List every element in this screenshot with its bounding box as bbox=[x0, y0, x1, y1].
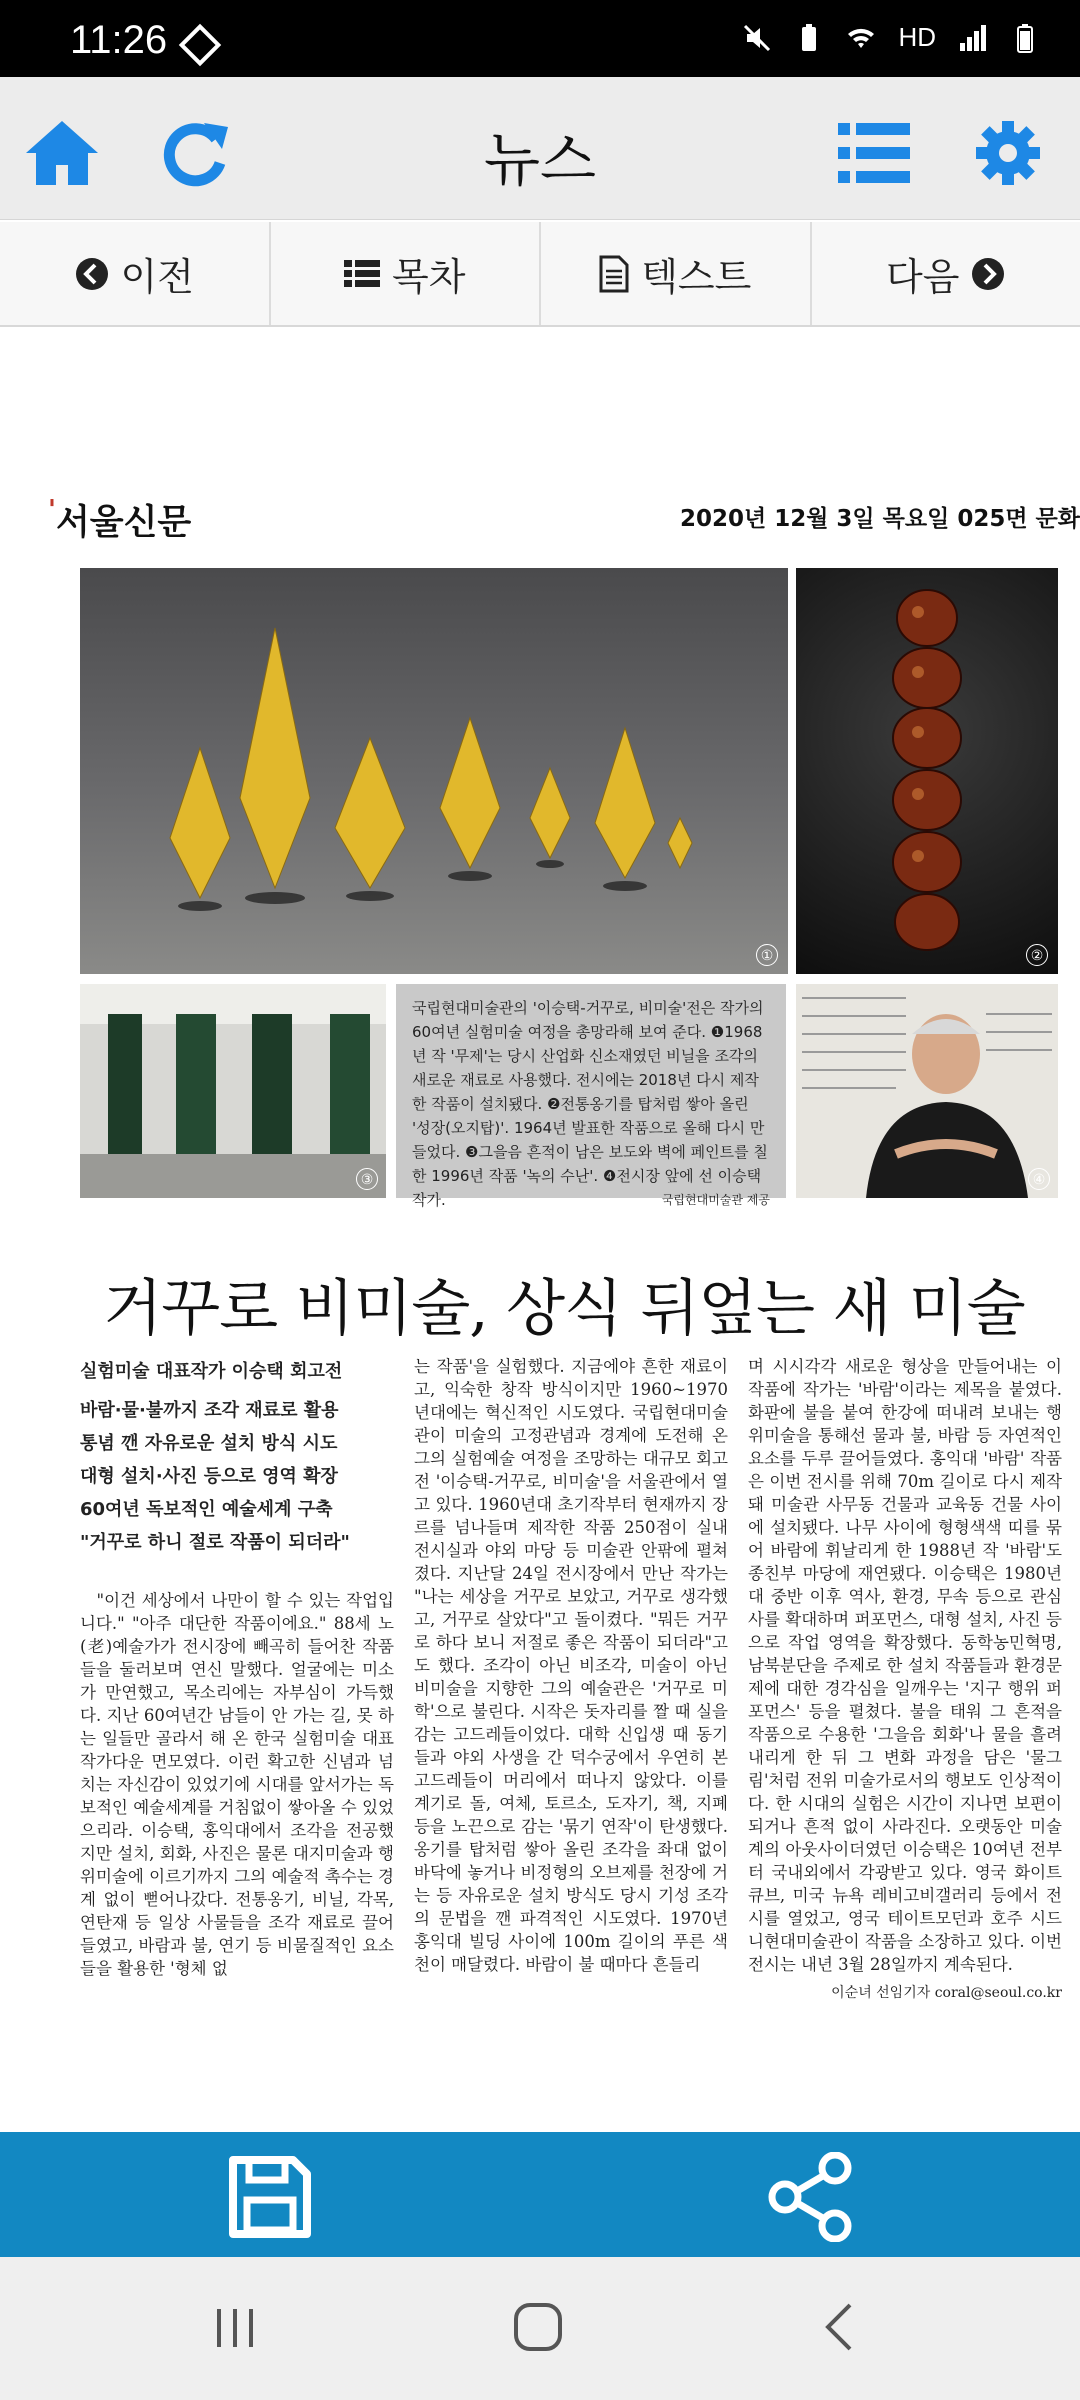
photo-onggi-tower bbox=[796, 568, 1058, 974]
publisher-logo: '서울신문 bbox=[48, 495, 192, 543]
subhead: 대형 설치·사진 등으로 영역 확장 bbox=[80, 1466, 338, 1487]
article-body: 는 작품'을 실험했다. 지금에야 흔한 재료이고, 익숙한 창작 방식이지만 1960~1970년대에는 혁신적인 시도였다. 국립현대미술관이 미술의 고정관념과 경계에 도전해 온 그의 실험예술 여정을 조망하는 대규모 회고전 '이승택-거꾸로, 비미술'을 서울관에서 열고 있다. 1960년대 초기작부터 현재까지 장르를 넘나들며 제작한 작품 250점이 실내 전시실과 야외 마당 등 미술관 안팎에 펼쳐졌다. 지난달 24일 전시장에서 만난 작가는 "나는 세상을 거꾸로 보았고, 거꾸로 생각했고, 거꾸로 살았다"고 돌이켰다. "뭐든 거꾸로 하다 보니 저절로 좋은 작품이 되더라"고도 했다. 조각이 아닌 비조각, 미술이 아닌 비미술을 지향한 그의 예술관은 '거꾸로 미학'으로 불린다. 시작은 돗자리를 짤 때 실을 감는 고드레들이었다. 대학 신입생 때 동기들과 야외 사생을 간 덕수궁에서 우연히 본 고드레들이 머리에서 떠나지 않았다. 이를 계기로 돌, 여체, 토르소, 도자기, 책, 지폐 등을 노끈으로 감는 '묶기 연작'이 탄생했다. 옹기를 탑처럼 쌓아 올린 조각을 좌대 없이 바닥에 놓거나 비정형의 오브제를 천장에 거는 등 자유로운 설치 방식도 당시 기성 조각의 문법을 깬 파격적인 시도였다. 1970년 홍익대 빌딩 사이에 100m 길이의 푸른 색 천이 매달렸다. 바람이 불 때마다 흔들리 bbox=[414, 1357, 728, 1974]
article-body: "이건 세상에서 나만이 할 수 있는 작업입니다." "아주 대단한 작품이에요." 88세 노(老)예술가가 전시장에 빼곡히 들어찬 작품들을 둘러보며 연신 말했다. 얼굴에는 미소가 만연했고, 목소리에는 자부심이 가득했다. 지난 60여년간 남들이 안 가는 길, 못 하는 일들만 골라서 해 온 한국 실험미술 대표 작가다운 면모였다. 이런 확고한 신념과 넘치는 자신감이 있었기에 시대를 앞서가는 독보적인 예술세계를 거침없이 쌓아올 수 있었으리라. 이승택, 홍익대에서 조각을 전공했지만 설치, 회화, 사진은 물론 대지미술과 행위미술에 이르기까지 그의 예술적 촉수는 경계 없이 뻗어나갔다. 전통옹기, 비닐, 각목, 연탄재 등 일상 사물들을 조각 재료로 끌어들였고, 바람과 불, 연기 등 비물질적인 요소들을 활용한 '형체 없 bbox=[80, 1591, 394, 1978]
byline: 이순녀 선임기자 coral@seoul.co.kr bbox=[831, 1985, 1062, 2001]
photo-number-3: ③ bbox=[356, 1168, 378, 1190]
article-column-3 bbox=[748, 1355, 1062, 2005]
photo-wall-installation bbox=[80, 984, 386, 1198]
subhead: 60여년 독보적인 예술세계 구축 bbox=[80, 1499, 333, 1520]
next-button[interactable] bbox=[812, 222, 1080, 325]
article-column-1 bbox=[80, 1355, 394, 1980]
recent-apps-icon[interactable] bbox=[205, 2297, 265, 2357]
text-button[interactable] bbox=[541, 222, 812, 325]
newspaper-page bbox=[48, 495, 1080, 2085]
installation-image bbox=[80, 984, 386, 1198]
article-headline: 거꾸로 비미술, 상식 뒤엎는 새 미술 bbox=[103, 1273, 1025, 1344]
photo-number-2: ② bbox=[1026, 944, 1048, 966]
back-icon[interactable] bbox=[810, 2297, 870, 2357]
text-label: 텍스트 bbox=[641, 255, 752, 299]
list-icon[interactable] bbox=[836, 117, 912, 189]
subhead: 실험미술 대표작가 이승택 회고전 bbox=[80, 1361, 343, 1382]
prev-label: 이전 bbox=[120, 255, 194, 299]
app-header bbox=[0, 77, 1080, 220]
arrow-left-circle-icon bbox=[75, 257, 109, 291]
system-navigation-bar bbox=[0, 2257, 1080, 2400]
share-icon[interactable] bbox=[765, 2152, 855, 2242]
status-time: 11:26 bbox=[70, 18, 168, 62]
toc-button[interactable] bbox=[271, 222, 542, 325]
list-icon bbox=[344, 259, 380, 289]
home-nav-icon[interactable] bbox=[508, 2297, 568, 2357]
save-icon[interactable] bbox=[225, 2152, 315, 2242]
data-saver-icon bbox=[179, 24, 221, 66]
subhead: 통념 깬 자유로운 설치 방식 시도 bbox=[80, 1433, 338, 1454]
article-body: 며 시시각각 새로운 형상을 만들어내는 이 작품에 작가는 '바람'이라는 제목을 붙였다. 화판에 불을 붙여 한강에 떠내려 보내는 행위미술을 통해선 물과 불, 바람 등 자연적인 요소를 두루 끌어들였다. 홍익대 '바람' 작품은 이번 전시를 위해 70m 길이로 다시 제작돼 미술관 사무동 건물과 교육동 건물 사이에 설치됐다. 나무 사이에 형형색색 띠를 묶어 바람에 휘날리게 한 1988년 작 '바람'도 종친부 마당에 재연됐다. 이승택은 1980년대 중반 이후 역사, 환경, 무속 등으로 관심사를 확대하며 퍼포먼스, 대형 설치, 사진 등으로 작업 영역을 확장했다. 동학농민혁명, 남북분단을 주제로 한 설치 작품들과 환경문제에 대한 경각심을 일깨우는 '지구 행위 퍼포먼스' 등을 펼쳤다. 불을 태워 그 흔적을 작품으로 수용한 '그을음 회화'나 물을 흘려 내리게 한 뒤 그 변화 과정을 담은 '물그림'처럼 전위 미술가로서의 행보도 인상적이다. 한 시대의 실험은 시간이 지나면 보편이 되거나 흔적 없이 사라진다. 오랫동안 미술계의 아웃사이더였던 이승택은 10여년 전부터 국내외에서 각광받고 있다. 영국 화이트큐브, 미국 뉴욕 레비고비갤러리 등에서 전시를 열었고, 영국 테이트모던과 호주 시드니현대미술관이 작품을 소장하고 있다. 이번 전시는 내년 3월 28일까지 계속된다. bbox=[748, 1357, 1062, 1974]
arrow-right-circle-icon bbox=[971, 257, 1005, 291]
onggi-tower-image bbox=[796, 568, 1058, 974]
subhead: "거꾸로 하니 절로 작품이 되더라" bbox=[80, 1532, 350, 1553]
next-label: 다음 bbox=[886, 255, 960, 299]
status-bar bbox=[0, 0, 1080, 77]
artist-portrait-image bbox=[796, 984, 1058, 1198]
photo-caption bbox=[396, 984, 786, 1209]
photo-artist-portrait bbox=[796, 984, 1058, 1198]
photo-number-1: ① bbox=[756, 944, 778, 966]
article-column-2 bbox=[414, 1355, 728, 1976]
photo-number-4: ④ bbox=[1028, 1168, 1050, 1190]
gear-icon[interactable] bbox=[970, 117, 1046, 189]
status-icons bbox=[742, 22, 1040, 53]
caption-credit: 국립현대미술관 제공 bbox=[661, 1193, 770, 1207]
wifi-icon bbox=[846, 23, 876, 53]
battery-icon bbox=[1010, 23, 1040, 53]
mute-icon bbox=[742, 23, 772, 53]
toc-label: 목차 bbox=[392, 255, 466, 299]
page-title: 뉴스 bbox=[483, 126, 597, 194]
battery-saver-icon bbox=[794, 23, 824, 53]
dateline: 2020년 12월 3일 목요일 025면 문화 bbox=[679, 506, 1080, 532]
photo-sculptures bbox=[80, 568, 788, 974]
hd-voice-label: HD bbox=[898, 22, 936, 52]
subhead: 바람·물·불까지 조각 재료로 활용 bbox=[80, 1400, 339, 1421]
action-bar bbox=[0, 2132, 1080, 2257]
yellow-sculpture-image bbox=[80, 568, 788, 974]
document-icon bbox=[599, 255, 629, 293]
caption-text: 국립현대미술관의 '이승택-거꾸로, 비미술'전은 작가의 60여년 실험미술 여정을 총망라해 보여 준다. ❶1968년 작 '무제'는 당시 산업화 신소재였던 비닐을 조각의 새로운 재료로 사용했다. 전시에는 2018년 다시 제작한 작품이 설치됐다. ❷전통옹기를 탑처럼 쌓아 올린 '성장(오지탑)'. 1964년 발표한 작품으로 올해 다시 만들었다. ❸그을음 흔적이 남은 보도와 벽에 페인트를 칠한 1996년 작품 '녹의 수난'. ❹전시장 앞에 선 이승택 작가. bbox=[412, 999, 768, 1209]
signal-icon bbox=[958, 23, 988, 53]
article-nav bbox=[0, 222, 1080, 327]
prev-button[interactable] bbox=[0, 222, 271, 325]
